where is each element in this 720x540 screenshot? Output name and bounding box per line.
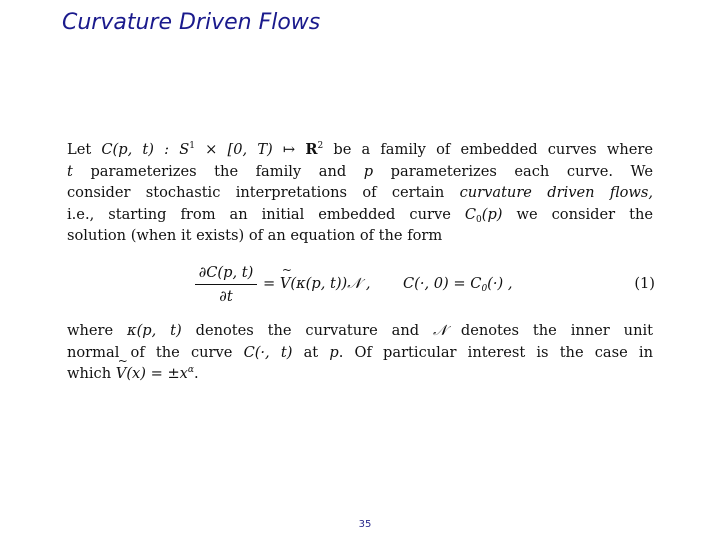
paragraph-intro [67, 139, 653, 247]
text-line: consider stochastic interpretations of certain curvature driven flows, [67, 184, 653, 202]
text-line: normal of the curve C(·, t) at p. Of particular interest is the case in [67, 343, 653, 361]
equation-rhs: = ~ V(κ(p, t))𝒩 , [263, 275, 371, 292]
equation-number: (1) [634, 275, 655, 292]
text-line: where κ(p, t) denotes the curvature and 𝒩 denotes the inner unit [67, 322, 653, 339]
fraction-bar [195, 284, 257, 285]
fraction [195, 263, 257, 307]
text-line: which ~ $V(x) = \pm x^\alpha$. [67, 363, 653, 385]
text-line: i.e., starting from an initial embedded curve $C_0(p)$ we consider the [67, 205, 653, 225]
page-number: 35 [358, 519, 372, 530]
text-line: solution (when it exists) of an equation of the form [67, 227, 443, 245]
text-line: t parameterizes the family and p parameterizes each curve. We [67, 162, 653, 180]
fraction-numerator: ∂C(p, t) [198, 264, 254, 281]
text-line: Let C(p, t) : $S^1 \times [0$, T) ↦ $R^2$ be a family of embedded curves where [67, 141, 653, 158]
fraction-denominator: ∂t [219, 288, 233, 305]
paragraph-definitions [67, 320, 653, 385]
equation-1 [195, 263, 655, 307]
slide-title: Curvature Driven Flows [62, 10, 321, 35]
equation-initial-condition: C(·, $0) = C_0(\cdot)$ , [403, 275, 513, 294]
